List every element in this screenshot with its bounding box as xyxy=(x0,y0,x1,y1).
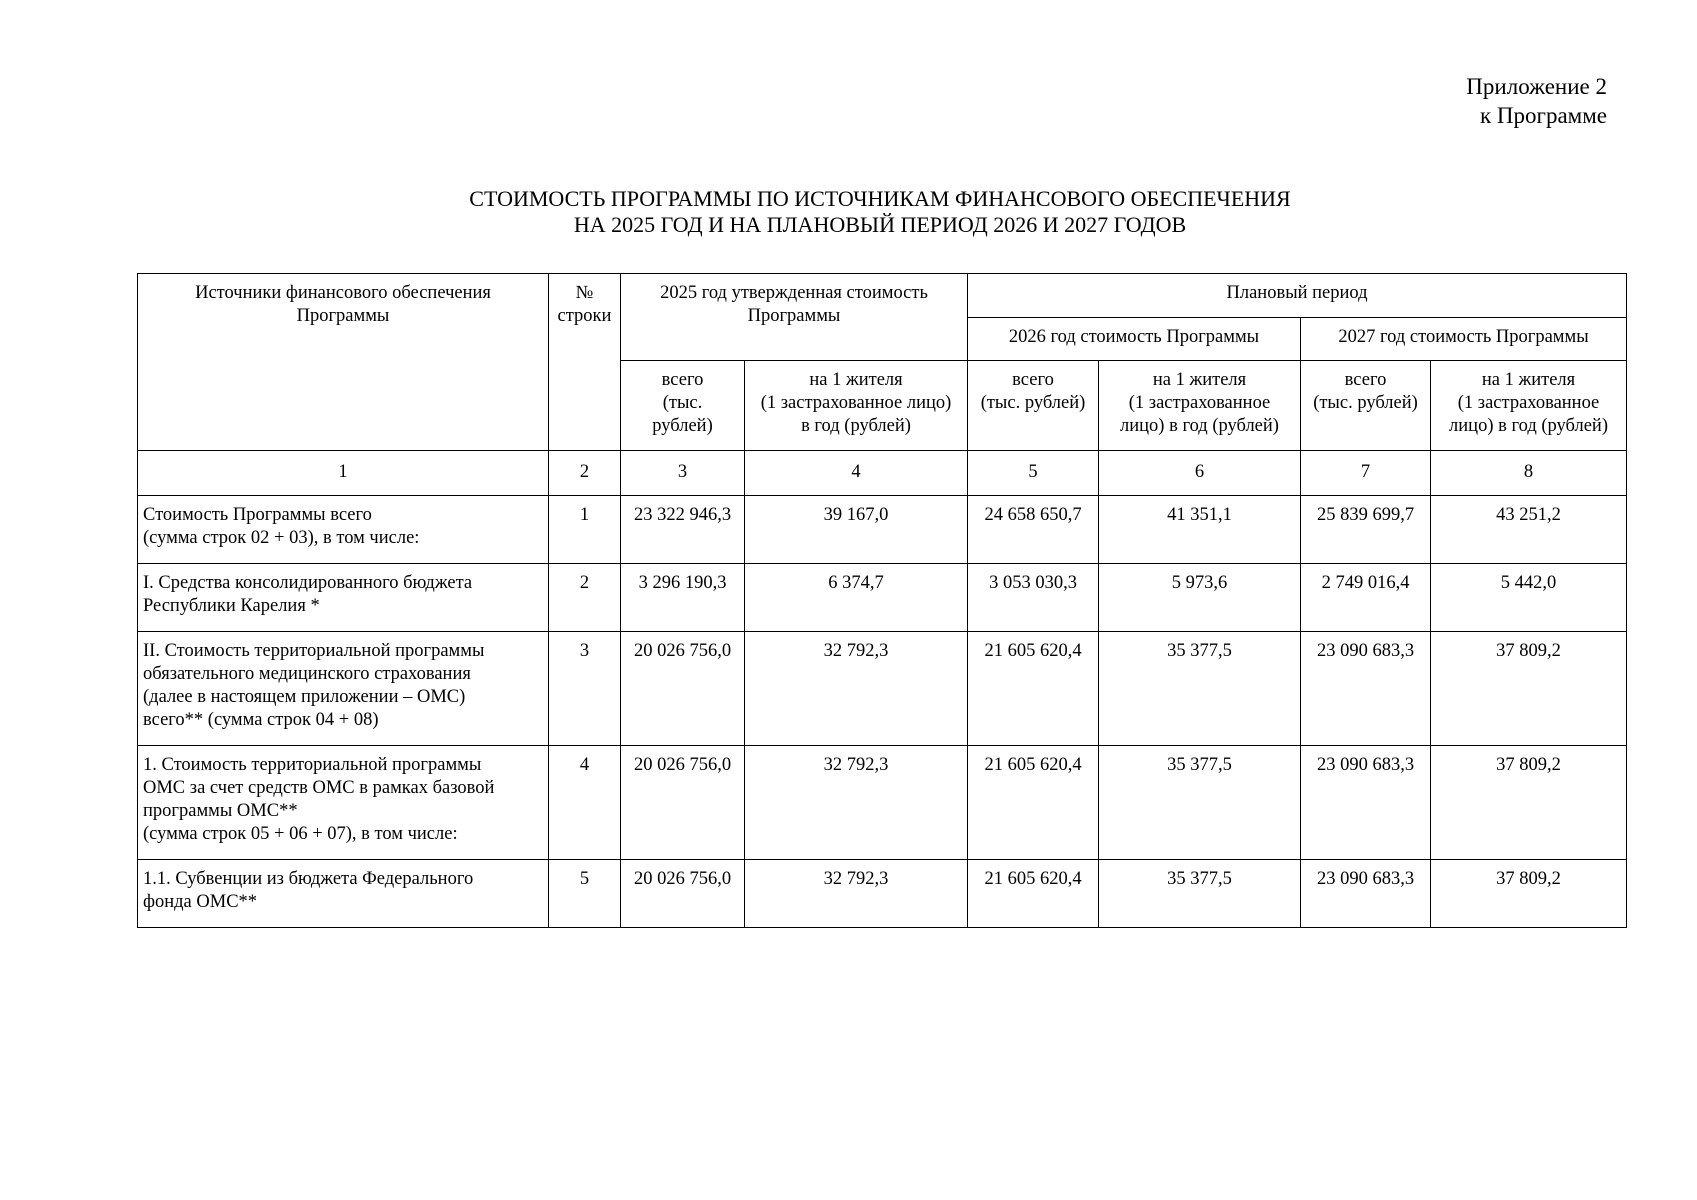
column-number: 7 xyxy=(1301,451,1431,496)
table-row xyxy=(138,496,1627,564)
value-2025-total: 20 026 756,0 xyxy=(621,746,745,860)
appendix-label xyxy=(1466,72,1607,130)
row-source-name: 1.1. Субвенции из бюджета Федерального фонда ОМС** xyxy=(138,860,549,928)
header-row-number: № строки xyxy=(549,274,621,451)
value-2025-per-capita: 6 374,7 xyxy=(745,564,968,632)
value-2025-per-capita: 39 167,0 xyxy=(745,496,968,564)
value-2026-per-capita: 35 377,5 xyxy=(1099,746,1301,860)
row-number: 4 xyxy=(549,746,621,860)
value-2025-per-capita: 32 792,3 xyxy=(745,860,968,928)
value-2026-total: 24 658 650,7 xyxy=(968,496,1099,564)
appendix-line-1: Приложение 2 xyxy=(1466,74,1607,99)
value-2026-total: 21 605 620,4 xyxy=(968,632,1099,746)
value-2025-per-capita: 32 792,3 xyxy=(745,632,968,746)
row-source-name: 1. Стоимость территориальной программы ОМС за счет средств ОМС в рамках базовой программы ОМС** (сумма строк 05 + 06 + 07), в том числе: xyxy=(138,746,549,860)
appendix-line-2: к Программе xyxy=(1480,103,1607,128)
table-row xyxy=(138,860,1627,928)
value-2027-total: 23 090 683,3 xyxy=(1301,632,1431,746)
value-2025-per-capita: 32 792,3 xyxy=(745,746,968,860)
table-row xyxy=(138,746,1627,860)
row-source-name: I. Средства консолидированного бюджета Республики Карелия * xyxy=(138,564,549,632)
value-2027-total: 23 090 683,3 xyxy=(1301,860,1431,928)
table-row xyxy=(138,564,1627,632)
title-line-1: СТОИМОСТЬ ПРОГРАММЫ ПО ИСТОЧНИКАМ ФИНАНСОВОГО ОБЕСПЕЧЕНИЯ xyxy=(469,186,1291,211)
header-source: Источники финансового обеспечения Программы xyxy=(138,274,549,451)
value-2025-total: 23 322 946,3 xyxy=(621,496,745,564)
column-number: 2 xyxy=(549,451,621,496)
value-2027-total: 23 090 683,3 xyxy=(1301,746,1431,860)
financing-table xyxy=(137,273,1627,928)
value-2025-total: 3 296 190,3 xyxy=(621,564,745,632)
value-2027-per-capita: 37 809,2 xyxy=(1431,860,1627,928)
header-total-2026: всего (тыс. рублей) xyxy=(968,361,1099,451)
column-number: 6 xyxy=(1099,451,1301,496)
value-2026-total: 3 053 030,3 xyxy=(968,564,1099,632)
header-per-capita-2027: на 1 жителя (1 застрахованное лицо) в год (рублей) xyxy=(1431,361,1627,451)
table-row xyxy=(138,632,1627,746)
header-total-2025: всего (тыс. рублей) xyxy=(621,361,745,451)
value-2026-per-capita: 41 351,1 xyxy=(1099,496,1301,564)
value-2026-per-capita: 35 377,5 xyxy=(1099,860,1301,928)
row-number: 3 xyxy=(549,632,621,746)
value-2026-total: 21 605 620,4 xyxy=(968,860,1099,928)
header-total-2027: всего (тыс. рублей) xyxy=(1301,361,1431,451)
row-number: 5 xyxy=(549,860,621,928)
header-2025: 2025 год утвержденная стоимость Программы xyxy=(621,274,968,361)
header-per-capita-2025: на 1 жителя (1 застрахованное лицо) в год (рублей) xyxy=(745,361,968,451)
value-2026-total: 21 605 620,4 xyxy=(968,746,1099,860)
header-planned-period: Плановый период xyxy=(968,274,1627,318)
header-2027: 2027 год стоимость Программы xyxy=(1301,318,1627,361)
document-title xyxy=(0,186,1697,238)
column-number: 3 xyxy=(621,451,745,496)
column-number: 8 xyxy=(1431,451,1627,496)
header-2026: 2026 год стоимость Программы xyxy=(968,318,1301,361)
value-2026-per-capita: 5 973,6 xyxy=(1099,564,1301,632)
value-2027-per-capita: 43 251,2 xyxy=(1431,496,1627,564)
column-number: 1 xyxy=(138,451,549,496)
row-number: 2 xyxy=(549,564,621,632)
value-2027-per-capita: 5 442,0 xyxy=(1431,564,1627,632)
row-number: 1 xyxy=(549,496,621,564)
header-per-capita-2026: на 1 жителя (1 застрахованное лицо) в год (рублей) xyxy=(1099,361,1301,451)
value-2025-total: 20 026 756,0 xyxy=(621,860,745,928)
value-2027-per-capita: 37 809,2 xyxy=(1431,746,1627,860)
column-number: 4 xyxy=(745,451,968,496)
value-2026-per-capita: 35 377,5 xyxy=(1099,632,1301,746)
value-2027-per-capita: 37 809,2 xyxy=(1431,632,1627,746)
value-2027-total: 25 839 699,7 xyxy=(1301,496,1431,564)
column-number-row xyxy=(138,451,1627,496)
column-number: 5 xyxy=(968,451,1099,496)
value-2027-total: 2 749 016,4 xyxy=(1301,564,1431,632)
row-source-name: II. Стоимость территориальной программы обязательного медицинского страхования (далее в настоящем приложении – ОМС) всего** (сумма строк 04 + 08) xyxy=(138,632,549,746)
title-line-2: НА 2025 ГОД И НА ПЛАНОВЫЙ ПЕРИОД 2026 И 2027 ГОДОВ xyxy=(573,212,1187,237)
value-2025-total: 20 026 756,0 xyxy=(621,632,745,746)
header-row-1 xyxy=(138,274,1627,318)
row-source-name: Стоимость Программы всего (сумма строк 02 + 03), в том числе: xyxy=(138,496,549,564)
